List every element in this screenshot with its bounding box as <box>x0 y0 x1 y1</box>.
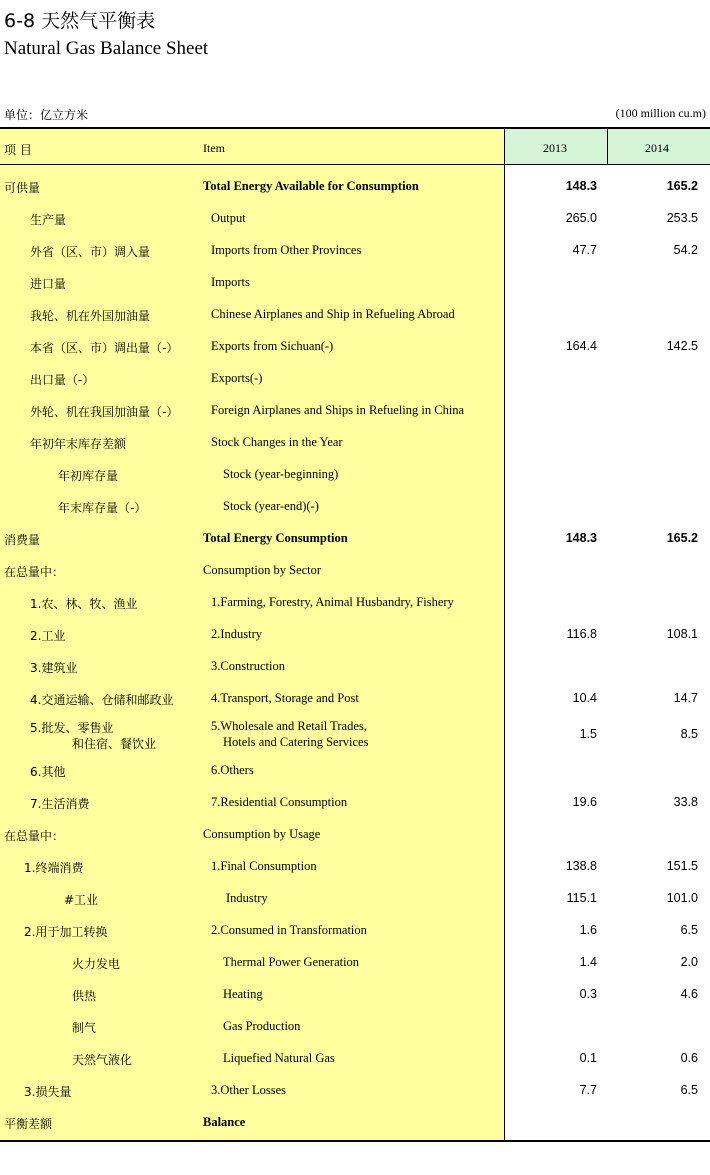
row-label-cn: 外轮、机在我国加油量（-） <box>30 405 179 419</box>
row-label-en: 5.Wholesale and Retail Trades, <box>211 719 367 733</box>
value-2014: 142.5 <box>666 339 698 353</box>
row-label-en: Balance <box>203 1115 246 1129</box>
row-label-cn: 6.其他 <box>30 765 66 779</box>
value-2013: 1.5 <box>579 727 597 741</box>
row-label-cn: 在总量中： <box>4 829 65 843</box>
row-label-cn: 我轮、机在外国加油量 <box>30 309 151 323</box>
row-label-cn: 进口量 <box>30 277 67 291</box>
value-2014: 165.2 <box>666 179 698 193</box>
row-label-cn: 可供量 <box>4 181 41 195</box>
row-label-cn: 2.用于加工转换 <box>24 925 108 939</box>
row-label-cn: 平衡差额 <box>4 1117 53 1131</box>
value-2014: 4.6 <box>680 987 698 1001</box>
balance-table <box>0 127 710 1142</box>
row-label-en: Stock (year-beginning) <box>223 467 339 481</box>
table-row <box>0 333 710 365</box>
table-row <box>0 205 710 237</box>
row-label-en: Consumption by Sector <box>203 563 322 577</box>
row-label-cn: 4.交通运输、仓储和邮政业 <box>30 693 174 707</box>
row-label-cn: 制气 <box>72 1021 97 1035</box>
row-label-en: Exports(-) <box>211 371 263 385</box>
table-row <box>0 949 710 981</box>
row-label-cn: #工业 <box>64 893 99 907</box>
row-label-en: 2.Consumed in Transformation <box>211 923 367 937</box>
row-label-cn: 天然气液化 <box>72 1053 133 1067</box>
value-2014: 151.5 <box>666 859 698 873</box>
row-label-cn: 5.批发、零售业 <box>30 721 114 735</box>
row-label-en: 2.Industry <box>211 627 263 641</box>
table-row <box>0 525 710 557</box>
table-row <box>0 1109 710 1141</box>
row-label-cn: 火力发电 <box>72 957 121 971</box>
unit-label-en: (100 million cu.m) <box>615 106 706 120</box>
header-item-cn: 项 目 <box>4 143 32 157</box>
table-row <box>0 1013 710 1045</box>
table-row <box>0 917 710 949</box>
value-2014: 108.1 <box>666 627 698 641</box>
table-row <box>0 621 710 653</box>
row-label-cn: 消费量 <box>4 533 41 547</box>
table-row <box>0 1077 710 1109</box>
table-row <box>0 715 710 755</box>
row-label-en: 1.Final Consumption <box>211 859 317 873</box>
value-2014: 6.5 <box>680 923 698 937</box>
value-2014: 33.8 <box>673 795 698 809</box>
row-label-cn: 供热 <box>72 989 97 1003</box>
row-label-cn: 生产量 <box>30 213 67 227</box>
value-2014: 6.5 <box>680 1083 698 1097</box>
row-label-en: 6.Others <box>211 763 254 777</box>
row-label-cn: 年末库存量（-） <box>58 501 147 515</box>
table-row <box>0 589 710 621</box>
row-label-en: 3.Construction <box>211 659 285 673</box>
row-label-cn: 年初年末库存差额 <box>30 437 127 451</box>
row-label-cn: 3.建筑业 <box>30 661 78 675</box>
table-row <box>0 821 710 853</box>
row-label-en: 4.Transport, Storage and Post <box>211 691 359 705</box>
row-label-en: 1.Farming, Forestry, Animal Husbandry, Fishery <box>211 595 454 609</box>
table-row <box>0 397 710 429</box>
row-label-en: Consumption by Usage <box>203 827 321 841</box>
table-row <box>0 1045 710 1077</box>
value-2014: 14.7 <box>673 691 698 705</box>
table-row <box>0 789 710 821</box>
table-row <box>0 981 710 1013</box>
table-row <box>0 461 710 493</box>
row-label-en: Gas Production <box>223 1019 301 1033</box>
value-2013: 148.3 <box>565 531 597 545</box>
row-label-en: Chinese Airplanes and Ship in Refueling Abroad <box>211 307 455 321</box>
value-2013: 265.0 <box>565 211 597 225</box>
value-2013: 19.6 <box>572 795 597 809</box>
value-2014: 165.2 <box>666 531 698 545</box>
table-row <box>0 653 710 685</box>
value-2013: 0.3 <box>579 987 597 1001</box>
table-row <box>0 853 710 885</box>
value-2013: 0.1 <box>579 1051 597 1065</box>
row-label-en: 3.Other Losses <box>211 1083 286 1097</box>
table-row <box>0 757 710 789</box>
row-label-en: 7.Residential Consumption <box>211 795 348 809</box>
row-label-en: Exports from Sichuan(-) <box>211 339 334 353</box>
row-label-cn: 在总量中： <box>4 565 65 579</box>
table-row <box>0 685 710 717</box>
table-row <box>0 237 710 269</box>
value-2013: 116.8 <box>566 627 597 641</box>
row-label-cn: 1.农、林、牧、渔业 <box>30 597 138 611</box>
row-label-en: Stock Changes in the Year <box>211 435 343 449</box>
value-2013: 148.3 <box>565 179 597 193</box>
page-title-cn: 6-8 天然气平衡表 <box>4 10 156 32</box>
table-row <box>0 493 710 525</box>
table-row <box>0 429 710 461</box>
value-2014: 101.0 <box>666 891 698 905</box>
value-2013: 164.4 <box>565 339 597 353</box>
row-label-cn-line2: 和住宿、餐饮业 <box>72 737 157 751</box>
row-label-en: Liquefied Natural Gas <box>223 1051 335 1065</box>
row-label-en: Heating <box>223 987 263 1001</box>
row-label-cn: 7.生活消费 <box>30 797 90 811</box>
table-row <box>0 557 710 589</box>
value-2013: 10.4 <box>572 691 597 705</box>
table-row <box>0 885 710 917</box>
row-label-cn: 2.工业 <box>30 629 66 643</box>
header-year-2013: 2013 <box>543 141 567 155</box>
header-item-en: Item <box>203 141 225 155</box>
value-2013: 1.4 <box>579 955 597 969</box>
row-label-en: Stock (year-end)(-) <box>223 499 319 513</box>
value-2013: 138.8 <box>565 859 597 873</box>
table-row <box>0 365 710 397</box>
row-label-en: Foreign Airplanes and Ships in Refueling in China <box>211 403 465 417</box>
row-label-cn: 年初库存量 <box>58 469 119 483</box>
value-2013: 115.1 <box>566 891 597 905</box>
row-label-en: Imports from Other Provinces <box>211 243 362 257</box>
header-year-2014: 2014 <box>645 141 669 155</box>
row-label-cn: 本省（区、市）调出量（-） <box>30 341 179 355</box>
value-2013: 1.6 <box>579 923 597 937</box>
value-2014: 0.6 <box>680 1051 698 1065</box>
row-label-cn: 3.损失量 <box>24 1085 72 1099</box>
row-label-en: Thermal Power Generation <box>223 955 360 969</box>
row-label-en: Total Energy Consumption <box>203 531 348 545</box>
row-label-en: Total Energy Available for Consumption <box>203 179 419 193</box>
row-label-cn: 1.终端消费 <box>24 861 84 875</box>
year-header-divider <box>607 129 608 165</box>
table-row <box>0 269 710 301</box>
value-2014: 54.2 <box>673 243 698 257</box>
value-2014: 8.5 <box>680 727 698 741</box>
row-label-en-line2: Hotels and Catering Services <box>223 735 369 749</box>
unit-label-cn: 单位：亿立方米 <box>4 108 89 122</box>
row-label-cn: 外省（区、市）调入量 <box>30 245 151 259</box>
row-label-cn: 出口量（-） <box>30 373 95 387</box>
row-label-en: Output <box>211 211 246 225</box>
value-2014: 253.5 <box>666 211 698 225</box>
value-2013: 7.7 <box>579 1083 597 1097</box>
row-label-en: Imports <box>211 275 250 289</box>
value-2014: 2.0 <box>680 955 698 969</box>
value-2013: 47.7 <box>572 243 597 257</box>
row-label-en: Industry <box>226 891 268 905</box>
page-title-en: Natural Gas Balance Sheet <box>4 38 209 59</box>
table-row <box>0 301 710 333</box>
table-row <box>0 173 710 205</box>
